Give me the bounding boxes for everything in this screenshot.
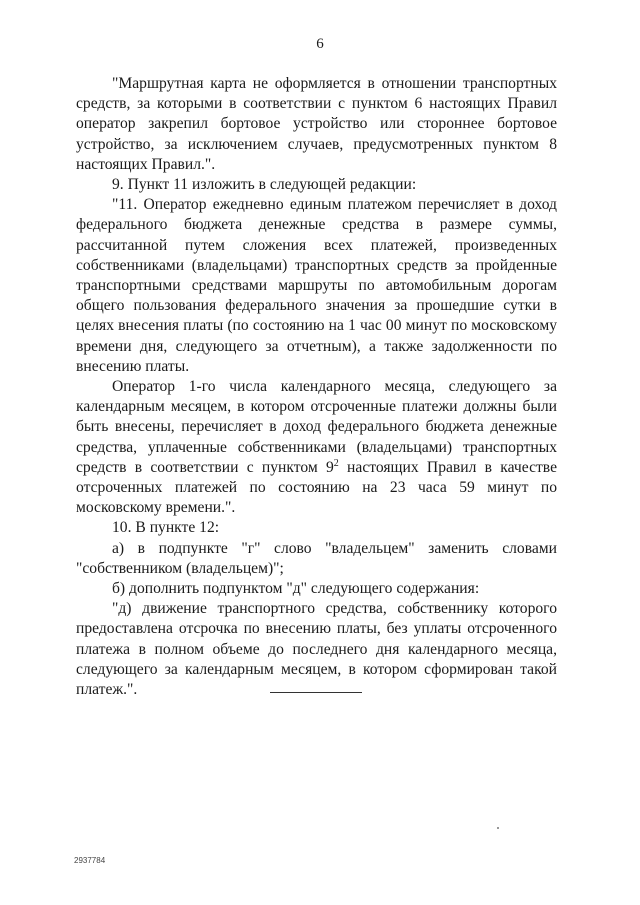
document-code: 2937784 [74, 856, 106, 865]
paragraph-subitem-b: б) дополнить подпунктом "д" следующего содержания: [112, 580, 480, 598]
paragraph-item-9: 9. Пункт 11 изложить в следующей редакции: [112, 176, 417, 194]
clause-superscript: 2 [333, 457, 339, 469]
page-number: 6 [316, 36, 324, 52]
document-body [76, 74, 557, 700]
paragraph-route-card: "Маршрутная карта не оформляется в отношении транспортных средств, за которыми в соответствии с пунктом 6 настоящих Правил оператор закрепил бортовое устройство или стороннее бортовое устройство, за исключением случаев, предусмотренных пунктом 8 настоящих Правил.". [76, 75, 557, 173]
paragraph-clause-11: "11. Оператор ежедневно единым платежом перечисляет в доход федерального бюджета денежные средства в размере суммы, рассчитанной путем сложения всех платежей, произведенных собственниками (владельцами) транспортных средств за пройденные транспортными средствами маршруты по автомобильным дорогам общего пользования федерального значения за прошедшие сутки в целях внесения платы (по состоянию на 1 час 00 минут по московскому времени дня, следующего за отчетным), а также задолженности по внесению платы. [76, 196, 557, 375]
paragraph-subitem-d: "д) движение транспортного средства, собственнику которого предоставлена отсрочка по внесению платы, без уплаты отсроченного платежа в полном объеме до последнего дня календарного месяца, следующего за календарным месяцем, в котором сформирован такой платеж.". [76, 600, 557, 699]
closing-divider [270, 692, 362, 693]
paragraph-subitem-a: а) в подпункте "г" слово "владельцем" заменить словами "собственником (владельцем)"; [76, 539, 557, 577]
paragraph-deferred-payments-tail: настоящих Правил в качестве отсроченных платежей по состоянию на 23 часа 59 минут по московскому времени.". [76, 458, 557, 517]
paragraph-deferred-payments [76, 377, 557, 518]
scan-speck [497, 827, 499, 829]
paragraph-deferred-payments-text: Оператор 1-го числа календарного месяца, следующего за календарным месяцем, в котором отсроченные платежи должны были быть внесены, перечисляет в доход федерального бюджета денежные средства, уплаченные собственниками (владельцами) транспортных средств в соответствии с пунктом 9 [76, 378, 557, 476]
paragraph-item-10: 10. В пункте 12: [112, 519, 220, 537]
